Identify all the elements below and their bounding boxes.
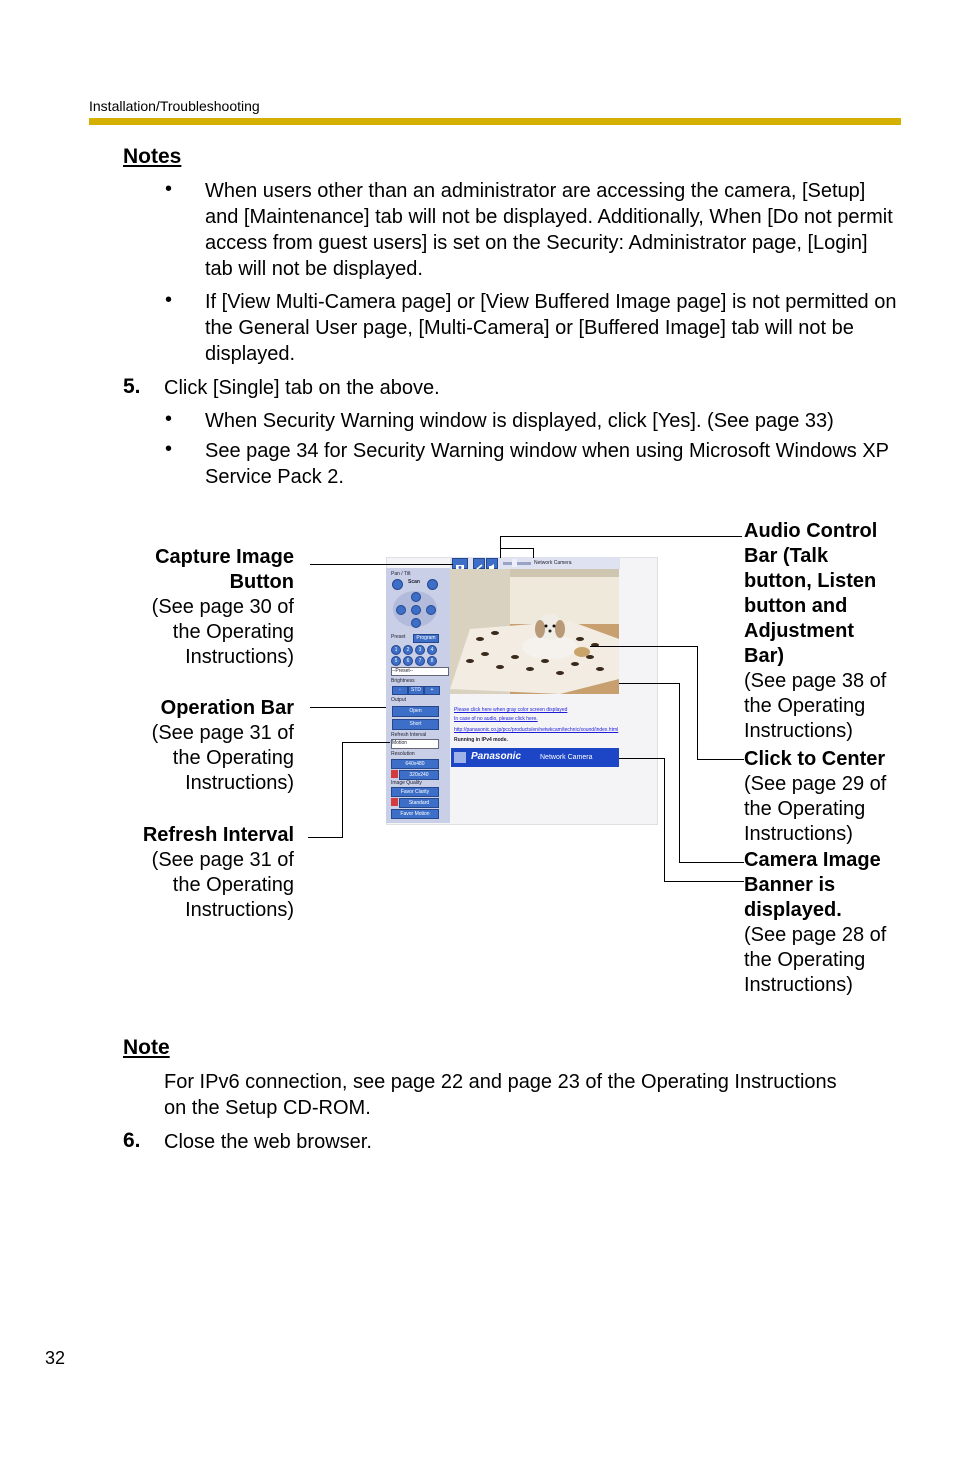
callout-click-to-center: [744, 747, 909, 847]
callout-ref: the Operating: [172, 747, 294, 769]
scan-label: Scan: [408, 579, 420, 585]
top-label: Network Camera: [534, 560, 572, 566]
leader-line-banner-h2: [664, 881, 744, 882]
header-rule: [89, 118, 901, 125]
volume-slider-handle[interactable]: [512, 559, 517, 567]
image-quality-label: Image Quality: [391, 780, 422, 786]
page-number: 32: [45, 1348, 66, 1368]
listen-button[interactable]: [486, 558, 498, 569]
center-button[interactable]: [411, 605, 421, 615]
step-5-text: Click [Single] tab on the above.: [164, 377, 440, 399]
callout-ref: the Operating: [744, 695, 866, 717]
callout-ref: Instructions): [185, 899, 294, 921]
leader-line-audio-v1: [500, 536, 501, 558]
preset-label: Preset: [391, 634, 406, 640]
preset-1-button[interactable]: 1: [391, 645, 401, 655]
callout-ref: Instructions): [744, 974, 853, 996]
notes-item-2: If [View Multi-Camera page] or [View Buffered Image page] is not permitted on the General User page, [Multi-Camera] or [Buffered Image] tab will not be displayed.: [205, 291, 897, 365]
preset-4-button[interactable]: 4: [427, 645, 437, 655]
preset-3-button[interactable]: 3: [415, 645, 425, 655]
callout-title: Banner is: [744, 874, 836, 896]
standard-quality-button[interactable]: Standard: [399, 798, 439, 808]
refresh-interval-select[interactable]: Motion: [391, 739, 439, 749]
home-button[interactable]: [392, 579, 403, 590]
brightness-darker-button[interactable]: -: [392, 686, 408, 695]
callout-ref: the Operating: [172, 874, 294, 896]
tilt-down-button[interactable]: [411, 618, 421, 628]
bullet-icon: •: [165, 178, 173, 200]
leader-line-refresh-v: [342, 742, 343, 838]
bullet-icon: •: [165, 408, 173, 430]
notes-item-1: When users other than an administrator are accessing the camera, [Setup] and [Maintenance] tab will not be displayed. Additionally, When [Do not permit access from guest users] is set on the Security: Administrator page, [Login] tab will not be displayed.: [205, 180, 893, 280]
step-6-text: Close the web browser.: [164, 1131, 372, 1153]
resolution-320-button[interactable]: 320x240: [399, 770, 439, 780]
callout-title: Adjustment: [744, 620, 854, 642]
callout-operation-bar: [94, 696, 294, 796]
favor-motion-button[interactable]: Favor Motion: [391, 809, 439, 819]
callout-ref: (See page 28 of: [744, 924, 887, 946]
leader-line-refresh-h1: [308, 837, 342, 838]
resolution-640-button[interactable]: 640x480: [391, 759, 439, 769]
callout-ref: (See page 31 of: [151, 849, 294, 871]
notes-heading: Notes: [123, 145, 182, 168]
leader-line-operation: [310, 707, 386, 708]
pan-tilt-label: Pan / Tilt: [391, 571, 411, 577]
leader-line-center-h2: [697, 759, 744, 760]
selected-marker-icon: [391, 798, 398, 806]
favor-clarity-button[interactable]: Favor Clarity: [391, 787, 439, 797]
callout-title: Bar): [744, 645, 785, 667]
note-text-line-1: For IPv6 connection, see page 22 and page 23 of the Operating Instructions: [164, 1071, 837, 1093]
preset-2-button[interactable]: 2: [403, 645, 413, 655]
callout-title: Capture Image: [155, 546, 294, 568]
callout-audio-control: [744, 519, 904, 744]
callout-ref: the Operating: [744, 949, 866, 971]
preset-8-button[interactable]: 8: [427, 656, 437, 666]
bullet-icon: •: [165, 289, 173, 311]
brightness-brighter-button[interactable]: +: [424, 686, 440, 695]
callout-refresh-interval: [94, 823, 294, 923]
callout-ref: Instructions): [185, 772, 294, 794]
no-audio-link[interactable]: In case of no audio, please click here.: [454, 716, 538, 722]
program-button[interactable]: Program: [413, 634, 439, 643]
camera-logo-icon: [454, 752, 466, 763]
leader-line-center-v: [697, 646, 698, 760]
leader-line-capture: [310, 564, 453, 565]
callout-title: Click to Center: [744, 748, 886, 770]
callout-camera-banner: [744, 848, 909, 998]
brightness-standard-button[interactable]: STD: [408, 686, 424, 695]
preset-6-button[interactable]: 6: [403, 656, 413, 666]
step-5-bullet-1: When Security Warning window is displayed, click [Yes]. (See page 33): [205, 410, 834, 432]
resolution-label: Resolution: [391, 751, 415, 757]
leader-line-image-v: [679, 683, 680, 863]
step-5-bullet-2: See page 34 for Security Warning window when using Microsoft Windows XP Service Pack 2.: [205, 440, 889, 488]
camera-image-banner[interactable]: [451, 748, 619, 767]
pan-left-button[interactable]: [396, 605, 406, 615]
section-header: Installation/Troubleshooting: [89, 98, 260, 114]
brand-subtitle: Network Camera: [540, 754, 593, 761]
talk-button[interactable]: [473, 558, 485, 569]
callout-ref: the Operating: [172, 621, 294, 643]
selected-marker-icon: [391, 770, 398, 778]
refresh-interval-label: Refresh Interval: [391, 732, 427, 738]
gray-screen-link[interactable]: Please click here when gray color screen displayed: [454, 707, 568, 713]
callout-ref: (See page 30 of: [151, 596, 294, 618]
output-open-button[interactable]: Open: [392, 706, 439, 717]
callout-title: Refresh Interval: [142, 824, 294, 846]
callout-title: Operation Bar: [160, 697, 294, 719]
callout-ref: Instructions): [744, 823, 853, 845]
step-5-number: 5.: [123, 375, 141, 398]
info-button[interactable]: [427, 579, 438, 590]
callout-ref: (See page 29 of: [744, 773, 887, 795]
callout-title: Bar (Talk: [744, 545, 829, 567]
dog-photo: [450, 569, 619, 694]
callout-title: Audio Control: [744, 520, 878, 542]
callout-ref: (See page 31 of: [151, 722, 294, 744]
capture-image-button[interactable]: [452, 558, 468, 569]
callout-title: displayed.: [744, 899, 842, 921]
leader-line-audio-h2: [500, 548, 534, 549]
step-6-number: 6.: [123, 1129, 141, 1152]
callout-ref: Instructions): [744, 720, 853, 742]
callout-ref: Instructions): [185, 646, 294, 668]
callout-ref: the Operating: [744, 798, 866, 820]
callout-title: button and: [744, 595, 848, 617]
output-label: Output: [391, 697, 407, 703]
leader-line-audio-v2: [533, 548, 534, 558]
note-heading: Note: [123, 1036, 170, 1059]
leader-line-refresh-h2: [342, 742, 390, 743]
brand-name: Panasonic: [471, 751, 522, 762]
preset-5-button[interactable]: 5: [391, 656, 401, 666]
output-short-button[interactable]: Short: [392, 719, 439, 730]
tilt-up-button[interactable]: [411, 592, 421, 602]
callout-capture-image: [94, 545, 294, 670]
pan-right-button[interactable]: [426, 605, 436, 615]
callout-title: button, Listen: [744, 570, 877, 592]
callout-ref: (See page 38 of: [744, 670, 887, 692]
note-text-line-2: on the Setup CD-ROM.: [164, 1097, 371, 1119]
leader-line-audio-h: [500, 536, 742, 537]
callout-title: Button: [229, 571, 294, 593]
brightness-label: Brightness: [391, 678, 415, 684]
leader-line-banner-v: [664, 758, 665, 882]
volume-adjustment-bar[interactable]: [503, 562, 531, 565]
bullet-icon: •: [165, 438, 173, 460]
leader-line-banner-h1: [619, 758, 664, 759]
ipv4-status: Running in IPv4 mode.: [454, 737, 508, 743]
leader-line-center-h1: [590, 646, 697, 647]
camera-image[interactable]: [450, 569, 619, 694]
leader-line-image-h1: [619, 683, 679, 684]
preset-select[interactable]: --Preset--: [391, 667, 449, 676]
leader-line-image-h2: [679, 862, 744, 863]
callout-title: Camera Image: [744, 849, 881, 871]
sound-info-link[interactable]: http://panasonic.co.jp/pcc/products/en/netwkcam/technic/sound/index.html: [454, 727, 619, 733]
preset-7-button[interactable]: 7: [415, 656, 425, 666]
